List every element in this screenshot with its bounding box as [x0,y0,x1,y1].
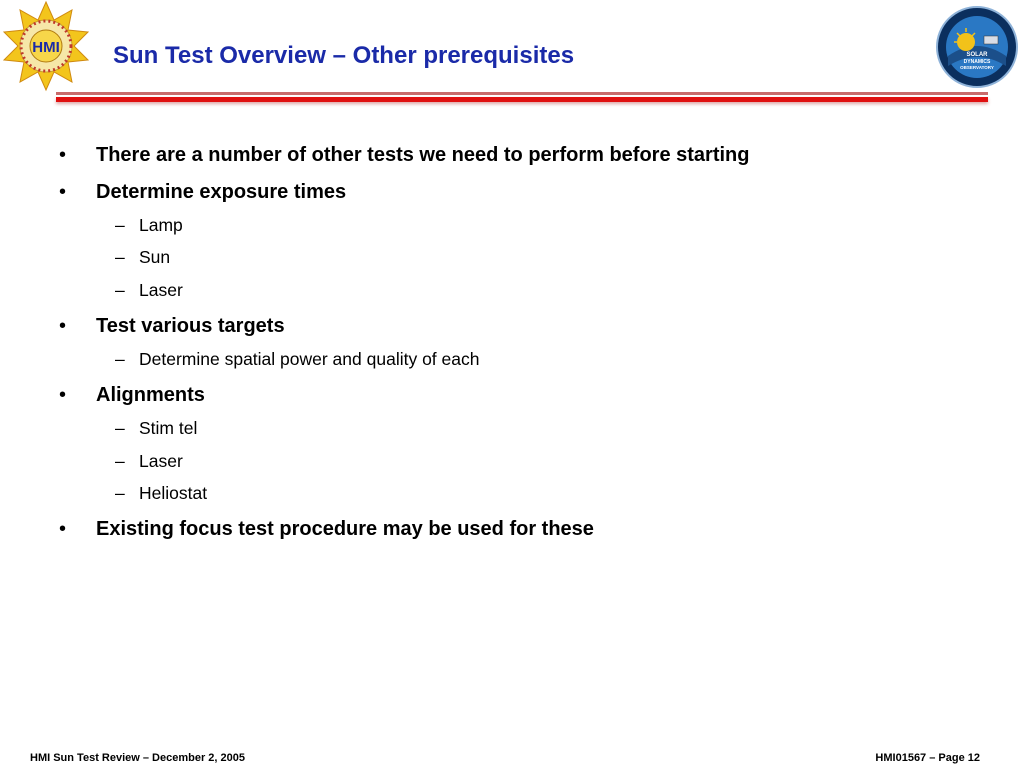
bullet-item: • Alignments [96,383,205,407]
sub-bullet-item: – Laser [139,450,183,472]
title-divider-bottom [56,97,988,102]
svg-text:DYNAMICS: DYNAMICS [963,59,991,65]
bullet-item: • There are a number of other tests we need to perform before starting [96,143,749,167]
title-divider-top [56,92,988,95]
hmi-sun-logo-icon [0,0,92,92]
sdo-mission-logo-icon [936,6,1018,88]
sub-bullet-item: – Sun [139,246,170,268]
sub-bullet-item: – Determine spatial power and quality of each [139,348,479,370]
bullet-item: • Test various targets [96,314,285,338]
footer-left: HMI Sun Test Review – December 2, 2005 [30,752,245,764]
svg-text:SOLAR: SOLAR [966,52,988,58]
slide-title: Sun Test Overview – Other prerequisites [113,42,575,69]
sub-bullet-item: – Heliostat [139,482,207,504]
footer-right: HMI01567 – Page 12 [875,752,980,764]
bullet-item: • Existing focus test procedure may be used for these [96,517,594,541]
svg-text:OBSERVATORY: OBSERVATORY [960,65,994,70]
bullet-item: • Determine exposure times [96,180,346,204]
sub-bullet-item: – Laser [139,279,183,301]
sub-bullet-item: – Stim tel [139,417,197,439]
sub-bullet-item: – Lamp [139,214,183,236]
sdo-logo [936,6,1018,88]
hmi-logo-text: HMI [32,39,60,56]
hmi-logo [0,0,92,92]
